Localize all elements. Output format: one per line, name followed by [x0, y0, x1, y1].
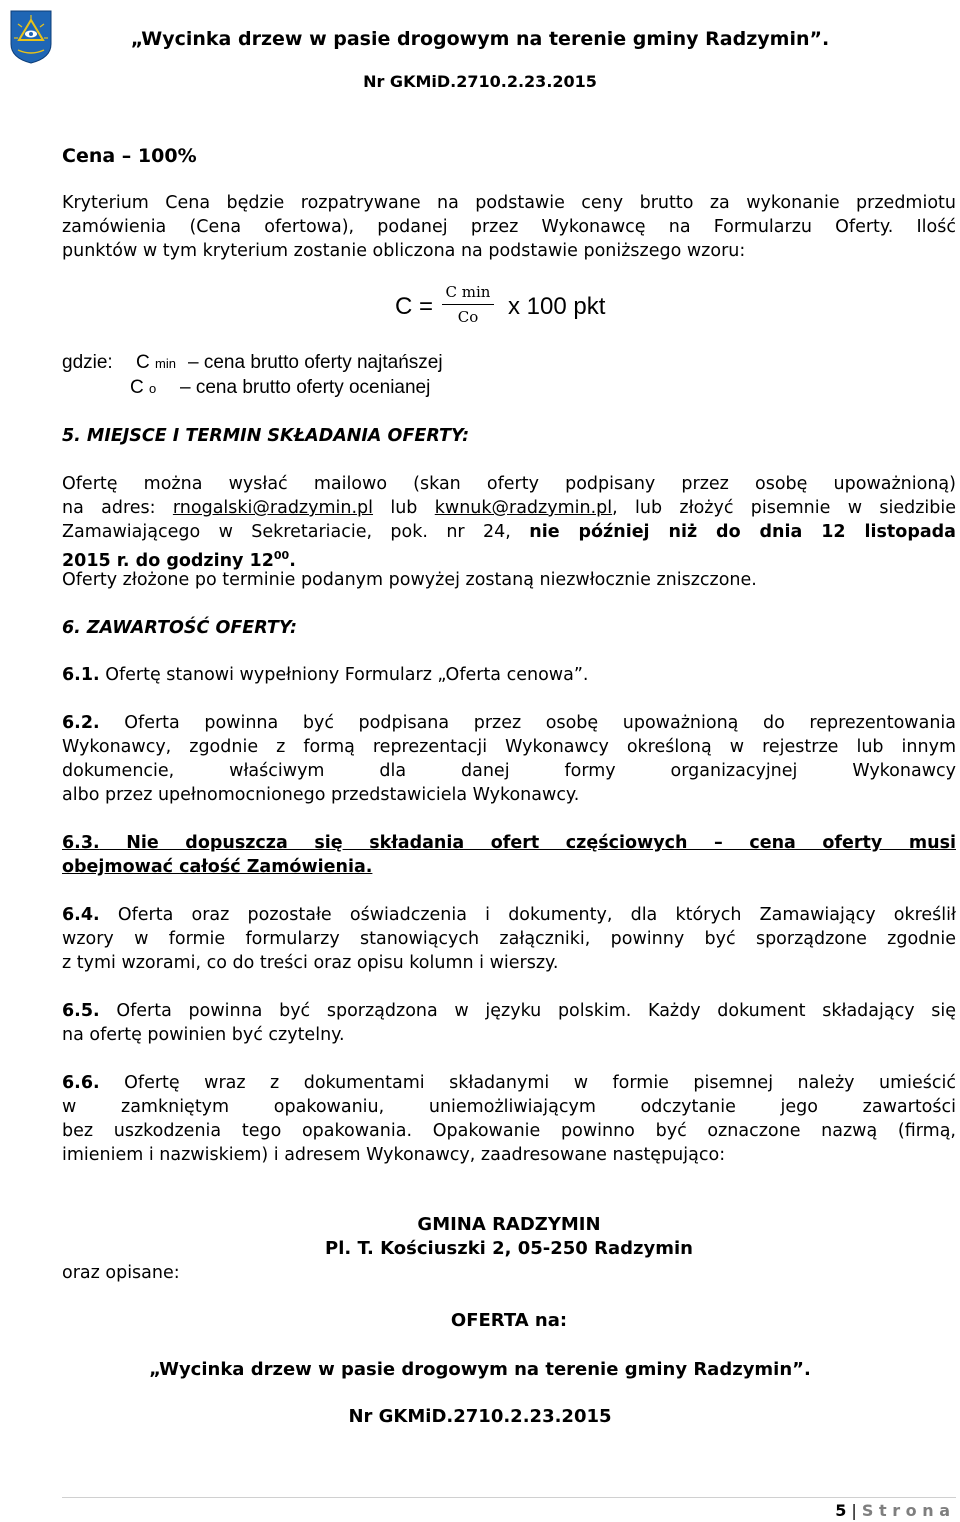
page-footer [835, 1500, 950, 1522]
described-label: oraz opisane: [62, 1263, 180, 1283]
paragraph-6-5-line-1: 6.5. Oferta powinna być sporządzona w języku polskim. Każdy dokument składający się [62, 1001, 956, 1021]
paragraph-6-6-line-1: 6.6. Ofertę wraz z dokumentami składanymi w formie pisemnej należy umieścić [62, 1073, 956, 1093]
paragraph-6-5-line-2: na ofertę powinien być czytelny. [62, 1025, 345, 1045]
paragraph-6-4-line-2: wzory w formie formularzy stanowiących załączniki, powinny być sporządzone zgodnie [62, 929, 956, 949]
formula-numerator: C min [445, 283, 491, 301]
legend-desc-co: – cena brutto oferty ocenianej [180, 377, 431, 398]
page-number: 5 [835, 1501, 847, 1520]
price-para-line-2: zamówienia (Cena ofertowa), podanej przez Wykonawcę na Formularzu Oferty. Ilość [62, 217, 956, 237]
address-street: Pl. T. Kościuszki 2, 05-250 Radzymin [325, 1238, 693, 1259]
price-heading: Cena – 100% [62, 145, 197, 167]
email-link-rnogalski[interactable]: rnogalski@radzymin.pl [172, 498, 374, 518]
formula-denominator: Co [457, 308, 479, 326]
section5-line-5: Oferty złożone po terminie podanym powyżej zostaną niezwłocznie zniszczone. [62, 570, 757, 590]
price-para-line-3: punktów w tym kryterium zostanie obliczona na podstawie poniższego wzoru: [62, 241, 746, 261]
email-link-kwnuk[interactable]: kwnuk@radzymin.pl [434, 498, 613, 518]
where-label: gdzie: [62, 352, 113, 373]
section5-line-3: Zamawiającego w Sekretariacie, pok. nr 24, nie później niż do dnia 12 listopada [62, 522, 956, 542]
paragraph-6-1: 6.1. Ofertę stanowi wypełniony Formularz „Oferta cenowa”. [62, 665, 589, 685]
section5-line-2: na adres: rnogalski@radzymin.pl lub kwnuk@radzymin.pl, lub złożyć pisemnie w siedzibie [62, 498, 957, 518]
section6-heading: 6. ZAWARTOŚĆ OFERTY: [62, 618, 298, 638]
paragraph-6-6-line-4: imieniem i nazwiskiem) i adresem Wykonawcy, zaadresowane następująco: [62, 1145, 726, 1165]
section5-deadline: 2015 r. do godziny $12^{00}$. [62, 549, 296, 571]
offer-ref: Nr GKMiD.2710.2.23.2015 [348, 1406, 612, 1427]
section5-heading: 5. MIEJSCE I TERMIN SKŁADANIA OFERTY: [62, 426, 470, 446]
section5-line-1: Ofertę można wysłać mailowo (skan oferty podpisany przez osobę upoważnioną) [62, 474, 956, 494]
paragraph-6-3-line-1: 6.3. Nie dopuszcza się składania ofert częściowych – cena oferty musi [62, 833, 956, 853]
footer-divider [62, 1497, 956, 1498]
paragraph-6-2-line-1: 6.2. Oferta powinna być podpisana przez osobę upoważnioną do reprezentowania [62, 713, 956, 733]
offer-title: „Wycinka drzew w pasie drogowym na terenie gminy Radzymin”. [149, 1359, 811, 1380]
paragraph-6-4-line-1: 6.4. Oferta oraz pozostałe oświadczenia i dokumenty, dla których Zamawiający określił [62, 905, 956, 925]
offer-label: OFERTA na: [450, 1310, 568, 1331]
paragraph-6-3-line-2: obejmować całość Zamówienia. [62, 857, 373, 877]
header-ref: Nr GKMiD.2710.2.23.2015 [363, 72, 597, 91]
paragraph-6-4-line-3: z tymi wzorami, co do treści oraz opisu kolumn i wierszy. [62, 953, 559, 973]
fraction-bar [442, 304, 494, 305]
paragraph-6-2-line-3: dokumencie, właściwym dla danej formy organizacyjnej Wykonawcy [62, 761, 956, 781]
paragraph-6-2-line-4: albo przez upełnomocnionego przedstawiciela Wykonawcy. [62, 785, 580, 805]
paragraph-6-6-line-2: w zamkniętym opakowaniu, uniemożliwiającym odczytanie jego zawartości [62, 1097, 956, 1117]
legend-symbol-cmin: C min [136, 352, 176, 373]
page-word: S t r o n a [861, 1501, 950, 1520]
paragraph-6-2-line-2: Wykonawcy, zgodnie z formą reprezentacji Wykonawcy określoną w rejestrze lub innym [62, 737, 956, 757]
price-para-line-1: Kryterium Cena będzie rozpatrywane na podstawie ceny brutto za wykonanie przedmiotu [62, 193, 956, 213]
header-title: „Wycinka drzew w pasie drogowym na terenie gminy Radzymin”. [130, 28, 830, 50]
paragraph-6-6-line-3: bez uszkodzenia tego opakowania. Opakowanie powinno być oznaczone nazwą (firmą, [62, 1121, 956, 1141]
formula-rhs: x 100 pkt [508, 293, 606, 320]
formula-fraction [436, 282, 500, 327]
address-name: GMINA RADZYMIN [417, 1214, 601, 1235]
footer-separator: | [851, 1501, 857, 1520]
legend-symbol-co: C o [130, 377, 157, 398]
legend-desc-cmin: – cena brutto oferty najtańszej [188, 352, 443, 373]
formula-lhs: C = [395, 293, 434, 320]
